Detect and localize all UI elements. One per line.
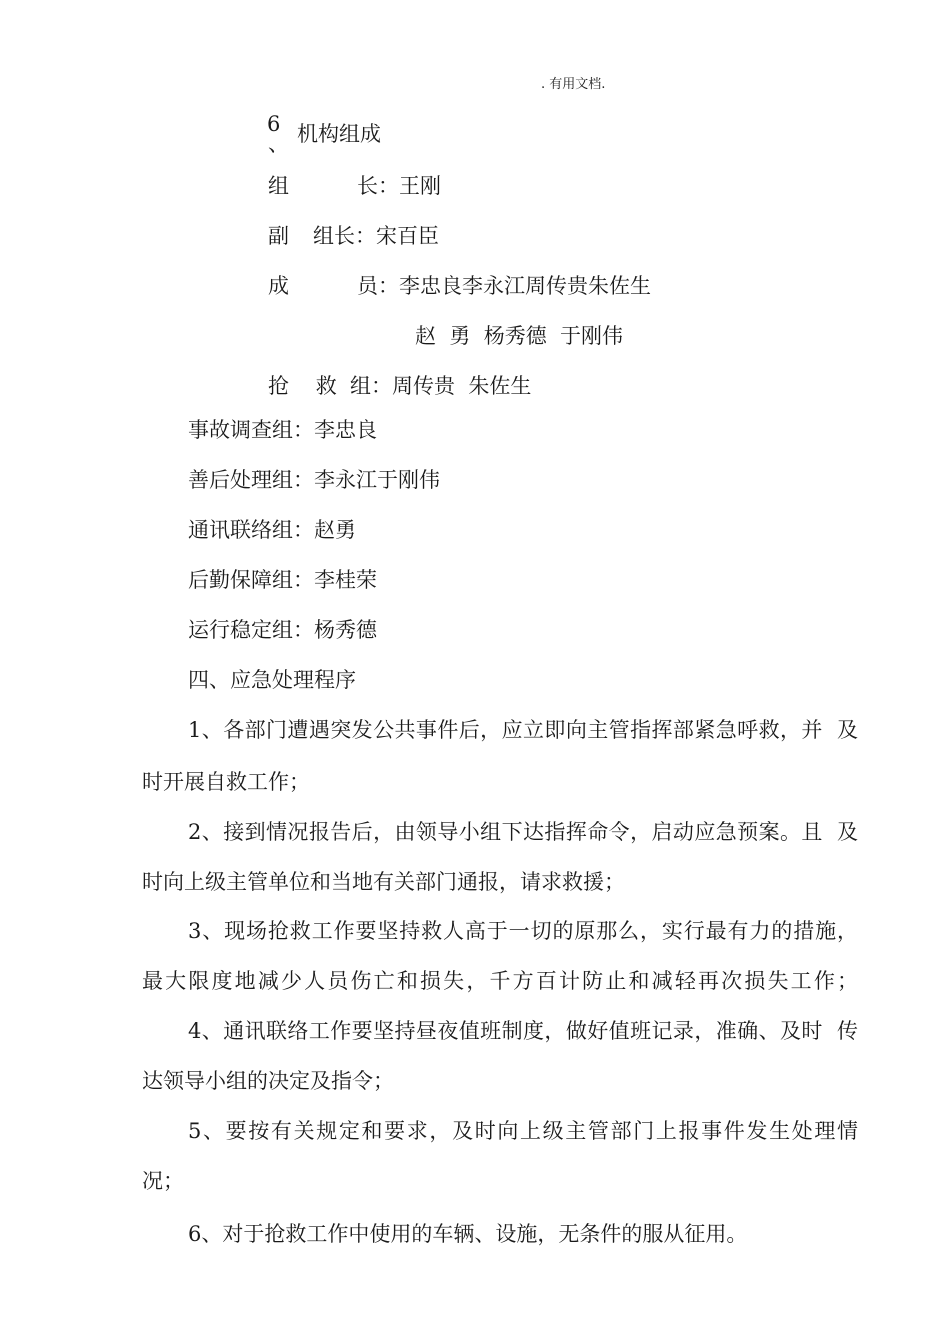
section-title: 机构组成 (297, 122, 381, 146)
procedure-item-5-line1: 5、要按有关规定和要求，及时向上级主管部门上报事件发生处理情 (188, 1119, 858, 1143)
deputy-label: 副 (268, 224, 289, 248)
deputy-value: 组长：宋百臣 (313, 224, 439, 248)
procedure-heading: 四、应急处理程序 (188, 668, 356, 692)
members-value: 员：李忠良李永江周传贵朱佐生 (357, 274, 651, 298)
procedure-item-6-line1: 6、对于抢救工作中使用的车辆、设施，无条件的服从征用。 (188, 1222, 748, 1246)
procedure-item-5-line2: 况； (142, 1169, 184, 1193)
logistics-group: 后勤保障组：李桂荣 (188, 568, 377, 592)
procedure-item-4-line1: 4、通讯联络工作要坚持昼夜值班制度，做好值班记录，准确、及时 传 (188, 1019, 858, 1043)
members-continued: 赵 勇 杨秀德 于刚伟 (415, 324, 624, 348)
procedure-item-1-line2: 时开展自救工作； (142, 770, 310, 794)
leader-label: 组 (268, 174, 289, 198)
comms-group: 通讯联络组：赵勇 (188, 518, 356, 542)
procedure-item-3-line2: 最大限度地减少人员伤亡和损失，千方百计防止和减轻再次损失工作； (142, 969, 858, 993)
section-number: 6 (267, 112, 281, 136)
rescue-group: 抢 救 组：周传贵 朱佐生 (268, 374, 532, 398)
stability-group: 运行稳定组：杨秀德 (188, 618, 377, 642)
aftermath-group: 善后处理组：李永江于刚伟 (188, 468, 440, 492)
procedure-item-4-line2: 达领导小组的决定及指令； (142, 1069, 394, 1093)
members-label: 成 (268, 274, 289, 298)
leader-value: 长：王刚 (357, 174, 441, 198)
procedure-item-2-line2: 时向上级主管单位和当地有关部门通报，请求救援； (142, 870, 625, 894)
procedure-item-2-line1: 2、接到情况报告后，由领导小组下达指挥命令，启动应急预案。且 及 (188, 820, 858, 844)
procedure-item-3-line1: 3、现场抢救工作要坚持救人高于一切的原那么，实行最有力的措施， (188, 919, 858, 943)
procedure-item-1-line1: 1、各部门遭遇突发公共事件后，应立即向主管指挥部紧急呼救，并 及 (188, 718, 858, 742)
section-mark: 、 (268, 132, 289, 156)
page-header: . 有用文档. (541, 77, 606, 92)
investigation-group: 事故调查组：李忠良 (188, 418, 377, 442)
